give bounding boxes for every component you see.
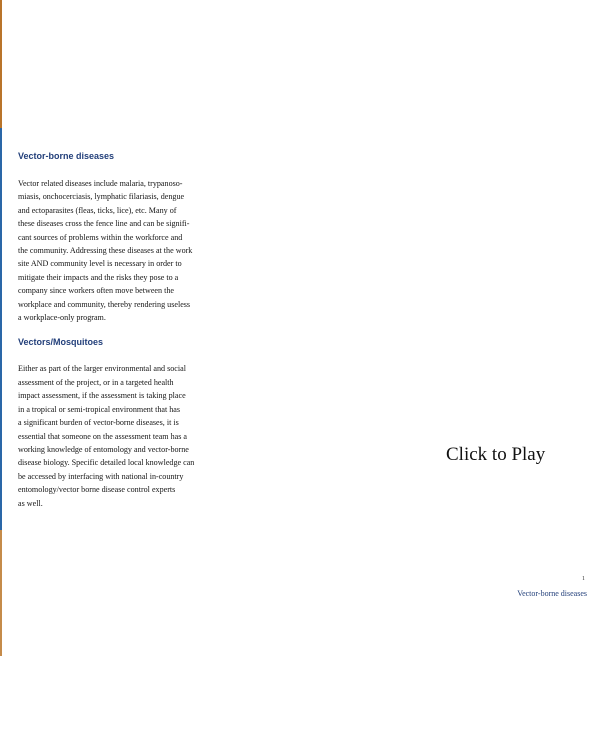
left-edge-rule-blue [0,128,2,530]
running-footer-title: Vector-borne diseases [517,589,587,598]
section-body-vector-borne-diseases: Vector related diseases include malaria, trypanoso- miasis, onchocerciasis, lymphatic filariasis, dengue and ectoparasites (fleas, ticks, lice), etc. Many of these diseases cross the fence line and can be signifi- cant sources of problems within the workforce and the community. Addressing these diseases at the work site AND community level is necessary in order to mitigate their impacts and the risks they pose to a company since workers often move between the workplace and community, thereby rendering useless a workplace-only program. [18,179,193,323]
left-edge-rule-orange-lower [0,530,2,656]
text-column [18,148,197,510]
left-edge-rule-orange [0,0,2,128]
section-heading-vectors-mosquitoes: Vectors/Mosquitoes [18,337,104,348]
section-heading-vector-borne-diseases: Vector-borne diseases [18,151,115,161]
click-to-play-link[interactable]: Click to Play [446,444,546,465]
page-number: 1 [582,576,585,582]
section-body-vectors-mosquitoes: Either as part of the larger environmental and social assessment of the project, or in a targeted health impact assessment, if the assessment is taking place in a tropical or semi-tropical environment that has a significant burden of vector-borne diseases, it is essential that someone on the assessment team has a working knowledge of entomology and vector-borne disease biology. Specific detailed local knowledge can be accessed by interfacing with national in-country entomology/vector borne disease control experts as well. [18,364,195,508]
